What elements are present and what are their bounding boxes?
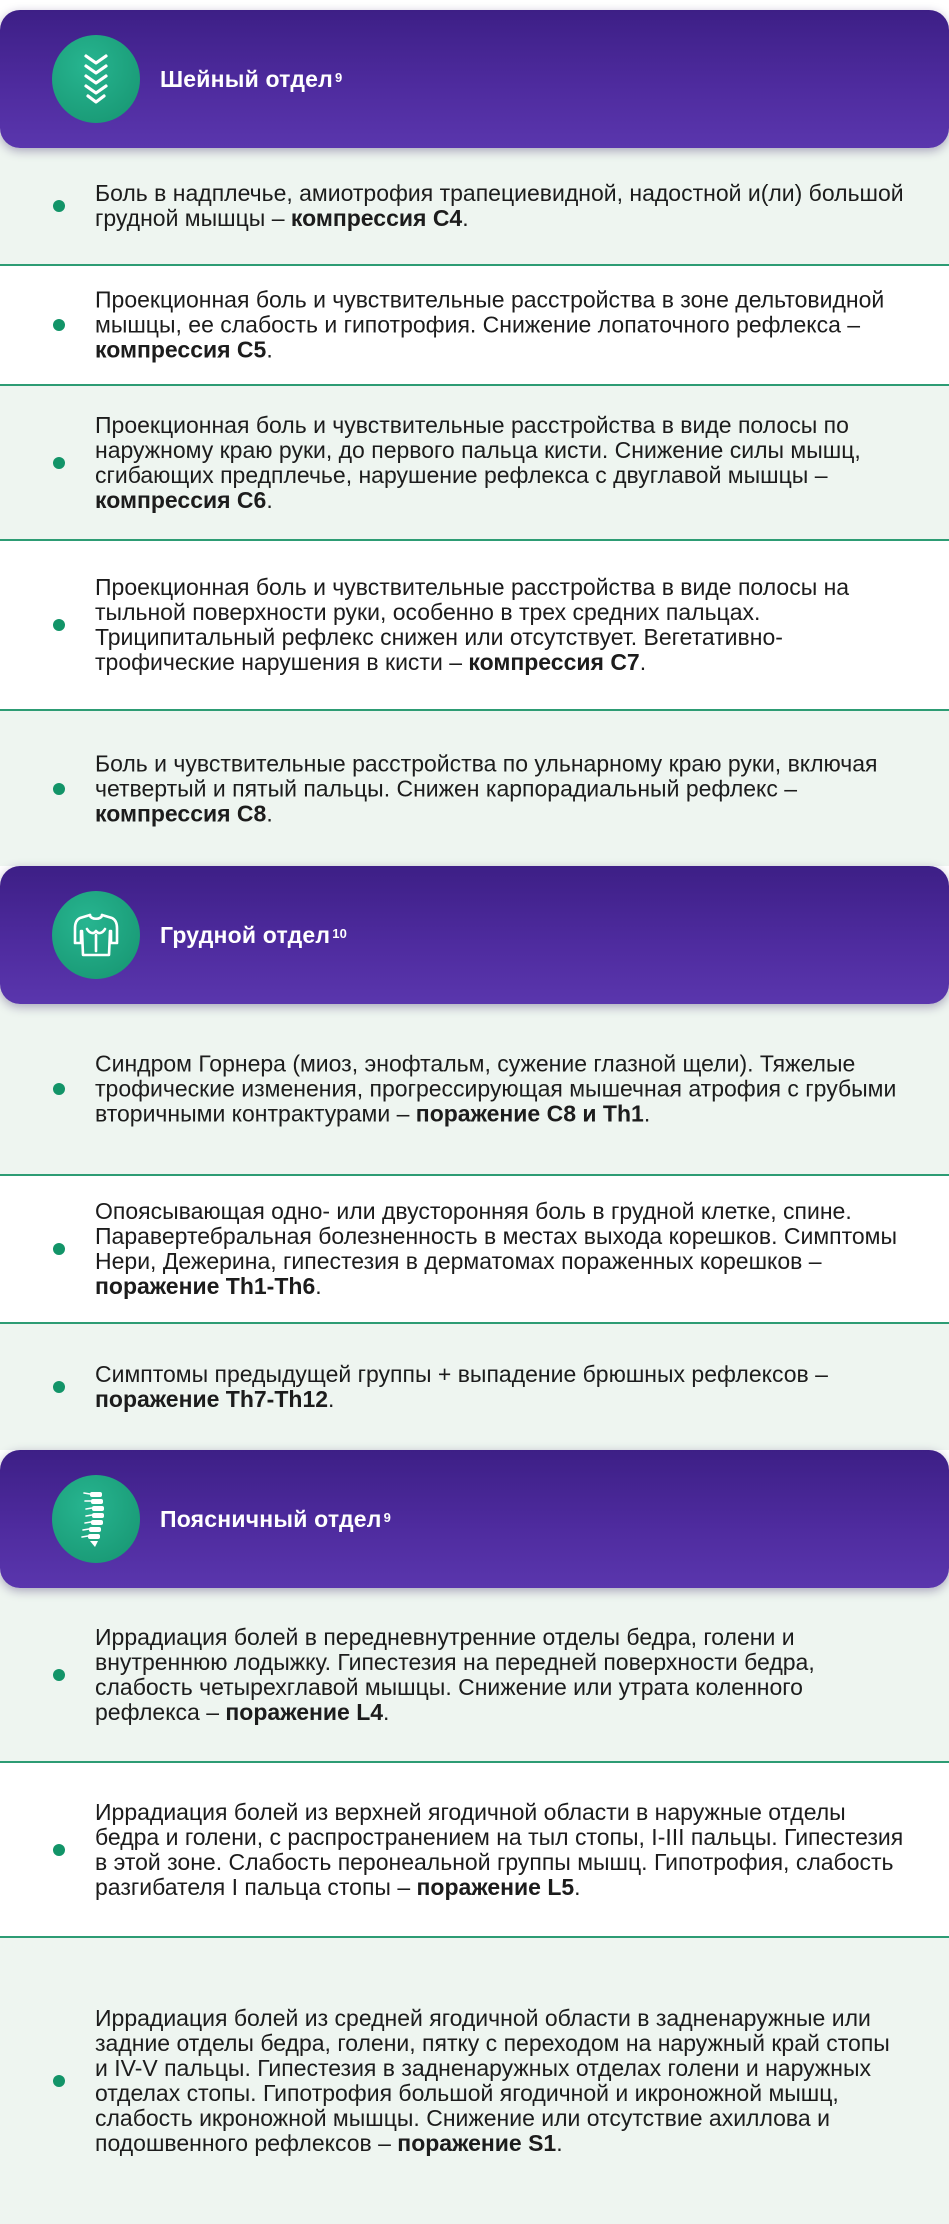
item-text: Иррадиация болей из верхней ягодичной области в наружные отделы бедра и голени, с распространением на тыл стопы, I-III пальцы. Гипестезия в этой зоне. Слабость перонеальной группы мышц. Гипотрофия, слабость разгибателя I пальца стопы – поражение L5.: [95, 1798, 904, 1900]
item-text: Проекционная боль и чувствительные расстройства в виде полосы на тыльной поверхности руки, особенно в трех средних пальцах. Триципитальный рефлекс снижен или отсутствует. Вегетативно-трофические нарушения в кисти – компрессия С7.: [95, 574, 850, 675]
bullet-dot: [53, 1844, 65, 1856]
item-text: Проекционная боль и чувствительные расстройства в виде полосы по наружному краю руки, до первого пальца кисти. Снижение силы мышц, сгибающих предплечье, нарушение рефлекса с двуглавой мышцы – компрессия С6.: [95, 411, 861, 513]
list-item: [0, 1588, 949, 1763]
list-item: [0, 266, 949, 386]
section-header-thoracic: [0, 866, 949, 1004]
item-text: Опоясывающая одно- или двусторонняя боль в грудной клетке, спине. Паравертебральная болезненность в местах выхода корешков. Симптомы Нери, Дежерина, гипестезия в дерматомах пораженных корешков – поражение Th1-Th6.: [95, 1198, 898, 1299]
vertebrae-chevron-icon: [76, 52, 116, 106]
list-item: [0, 541, 949, 711]
section-icon-badge: [52, 1475, 140, 1563]
bullet-dot: [53, 619, 65, 631]
bullet-dot: [53, 457, 65, 469]
section-title: Грудной отдел $^{10}$: [160, 921, 348, 948]
bullet-dot: [53, 783, 65, 795]
footnote-ref: 10: [332, 925, 348, 941]
bullet-dot: [53, 1243, 65, 1255]
list-item: [0, 1938, 949, 2224]
torso-icon: [70, 909, 122, 961]
list-item: [0, 711, 949, 866]
item-text: Симптомы предыдущей группы + выпадение брюшных рефлексов – поражение Th7-Th12.: [95, 1361, 828, 1412]
section-title: Поясничный отдел $^9$: [160, 1505, 392, 1532]
section-header-cervical: [0, 10, 949, 148]
list-item: [0, 1004, 949, 1176]
bullet-dot: [53, 200, 65, 212]
list-item: [0, 148, 949, 266]
bullet-dot: [53, 319, 65, 331]
bullet-dot: [53, 1669, 65, 1681]
spine-icon: [76, 1489, 116, 1549]
bullet-dot: [53, 1083, 65, 1095]
bullet-dot: [53, 1381, 65, 1393]
item-text: Проекционная боль и чувствительные расстройства в зоне дельтовидной мышцы, ее слабость и гипотрофия. Снижение лопаточного рефлекса – компрессия С5.: [95, 286, 885, 363]
list-item: [0, 1176, 949, 1324]
footnote-ref: 9: [383, 1509, 392, 1525]
section-icon-badge: [52, 35, 140, 123]
item-text: Боль и чувствительные расстройства по ульнарному краю руки, включая четвертый и пятый пальцы. Снижен карпорадиальный рефлекс – компрессия С8.: [95, 750, 878, 826]
list-item: [0, 386, 949, 541]
bullet-dot: [53, 2075, 65, 2087]
footnote-ref: 9: [334, 69, 343, 85]
section-icon-badge: [52, 891, 140, 979]
list-item: [0, 1324, 949, 1450]
list-item: [0, 1763, 949, 1938]
item-text: Иррадиация болей в передневнутренние отделы бедра, голени и внутреннюю лодыжку. Гипестезия на передней поверхности бедра, слабость четырехглавой мышцы. Снижение или утрата коленного рефлекса – поражение L4.: [95, 1623, 815, 1725]
item-text: Иррадиация болей из средней ягодичной области в задненаружные или задние отделы бедра, голени, пятку с переходом на наружный край стопы и IV-V пальцы. Гипестезия в задненаружных отделах голени и наружных отделах стопы. Гипотрофия большой ягодичной и икроножной мышц, слабость икроножной мышцы. Снижение или отсутствие ахиллова и подошвенного рефлексов – поражение S1.: [95, 2005, 890, 2156]
item-text: Боль в надплечье, амиотрофия трапециевидной, надостной и(ли) большой грудной мышцы – компрессия С4.: [95, 180, 904, 231]
item-text: Синдром Горнера (миоз, энофтальм, сужение глазной щели). Тяжелые трофические изменения, прогрессирующая мышечная атрофия с грубыми вторичными контрактурами – поражение С8 и Th1.: [95, 1050, 897, 1127]
section-title: Шейный отдел $^9$: [160, 65, 343, 92]
section-header-lumbar: [0, 1450, 949, 1588]
